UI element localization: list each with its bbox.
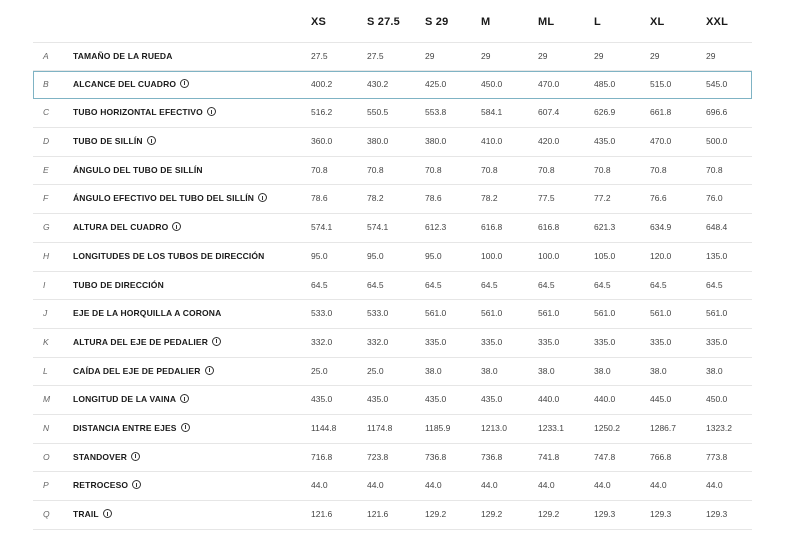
cell-value: 661.8 [650, 107, 672, 118]
cell-value: 29 [650, 51, 660, 61]
cell-value: 648.4 [706, 222, 728, 233]
cell-value: 27.5 [311, 51, 328, 61]
cell-value: 70.8 [425, 164, 442, 175]
cell-value: 574.1 [367, 222, 389, 233]
row-label-text: CAÍDA DEL EJE DE PEDALIER [73, 365, 201, 376]
row-label-text: ALTURA DEL EJE DE PEDALIER [73, 336, 209, 347]
cell-value: 561.0 [650, 308, 672, 319]
cell-value: 470.0 [650, 136, 672, 147]
cell-value: 76.0 [706, 193, 723, 204]
cell-value: 561.0 [425, 308, 447, 319]
cell-value: 64.5 [706, 279, 723, 290]
cell-value: 561.0 [481, 308, 503, 319]
cell-value: 64.5 [481, 279, 498, 290]
row-label-text: TUBO HORIZONTAL EFECTIVO [73, 107, 203, 118]
cell-value: 450.0 [706, 394, 728, 405]
cell-value: 129.3 [706, 509, 728, 519]
cell-value: 135.0 [706, 250, 728, 261]
info-icon[interactable] [207, 107, 216, 116]
cell-value: 335.0 [425, 336, 447, 347]
row-letter: E [43, 164, 49, 175]
cell-value: 533.0 [367, 308, 389, 319]
cell-value: 332.0 [311, 336, 333, 347]
row-letter: L [43, 365, 48, 376]
info-icon[interactable] [147, 136, 156, 145]
table-row[interactable] [33, 42, 752, 71]
cell-value: 29 [481, 51, 491, 61]
cell-value: 723.8 [367, 451, 389, 462]
cell-value: 440.0 [538, 394, 560, 405]
cell-value: 29 [538, 51, 548, 61]
cell-value: 696.6 [706, 107, 728, 118]
table-row[interactable] [33, 501, 752, 530]
cell-value: 335.0 [538, 336, 560, 347]
cell-value: 335.0 [650, 336, 672, 347]
row-letter: G [43, 222, 50, 233]
cell-value: 430.2 [367, 78, 389, 89]
cell-value: 70.8 [311, 164, 328, 175]
size-header-s-29: S 29 [425, 16, 449, 28]
size-header-l: L [594, 16, 601, 28]
cell-value: 44.0 [481, 480, 498, 491]
cell-value: 121.6 [311, 509, 333, 519]
cell-value: 773.8 [706, 451, 728, 462]
cell-value: 445.0 [650, 394, 672, 405]
row-label [73, 329, 221, 356]
cell-value: 410.0 [481, 136, 503, 147]
cell-value: 616.8 [538, 222, 560, 233]
cell-value: 335.0 [706, 336, 728, 347]
table-row[interactable] [33, 128, 752, 157]
row-label-text: TUBO DE DIRECCIÓN [73, 279, 164, 290]
row-label [73, 472, 141, 499]
row-letter: Q [43, 509, 50, 519]
cell-value: 736.8 [425, 451, 447, 462]
cell-value: 425.0 [425, 78, 447, 89]
info-icon[interactable] [180, 394, 189, 403]
size-header-m: M [481, 16, 491, 28]
row-letter: N [43, 422, 50, 433]
cell-value: 1250.2 [594, 422, 620, 433]
row-label-text: LONGITUD DE LA VAINA [73, 394, 177, 405]
row-letter: I [43, 279, 46, 290]
cell-value: 129.2 [425, 509, 447, 519]
cell-value: 77.5 [538, 193, 555, 204]
size-header-s-27-5: S 27.5 [367, 16, 401, 28]
cell-value: 105.0 [594, 250, 616, 261]
row-letter: O [43, 451, 50, 462]
cell-value: 533.0 [311, 308, 333, 319]
cell-value: 70.8 [706, 164, 723, 175]
cell-value: 70.8 [594, 164, 611, 175]
table-row[interactable] [33, 214, 752, 243]
row-label [73, 272, 164, 299]
cell-value: 25.0 [367, 365, 384, 376]
row-label-text: LONGITUDES DE LOS TUBOS DE DIRECCIÓN [73, 250, 265, 261]
cell-value: 44.0 [367, 480, 384, 491]
size-header-xl: XL [650, 16, 665, 28]
row-label-text: TAMAÑO DE LA RUEDA [73, 51, 173, 61]
cell-value: 1185.9 [425, 422, 451, 433]
cell-value: 335.0 [481, 336, 503, 347]
cell-value: 420.0 [538, 136, 560, 147]
cell-value: 335.0 [594, 336, 616, 347]
cell-value: 44.0 [538, 480, 555, 491]
row-label-text: TUBO DE SILLÍN [73, 136, 143, 147]
table-row[interactable] [33, 358, 752, 387]
cell-value: 129.2 [538, 509, 560, 519]
info-icon[interactable] [212, 337, 221, 346]
cell-value: 470.0 [538, 78, 560, 89]
cell-value: 1286.7 [650, 422, 676, 433]
table-row[interactable] [33, 272, 752, 301]
cell-value: 553.8 [425, 107, 447, 118]
cell-value: 64.5 [311, 279, 328, 290]
row-label-text: ALTURA DEL CUADRO [73, 222, 169, 233]
row-label [73, 501, 112, 528]
row-label [73, 71, 189, 98]
row-label [73, 386, 189, 413]
cell-value: 380.0 [367, 136, 389, 147]
info-icon[interactable] [172, 222, 181, 231]
cell-value: 612.3 [425, 222, 447, 233]
table-row[interactable] [33, 300, 752, 329]
table-row[interactable] [33, 329, 752, 358]
info-icon[interactable] [205, 366, 214, 375]
cell-value: 716.8 [311, 451, 333, 462]
cell-value: 616.8 [481, 222, 503, 233]
cell-value: 380.0 [425, 136, 447, 147]
info-icon[interactable] [258, 193, 267, 202]
table-row[interactable] [33, 243, 752, 272]
size-header-xxl: XXL [706, 16, 728, 28]
cell-value: 500.0 [706, 136, 728, 147]
cell-value: 574.1 [311, 222, 333, 233]
cell-value: 550.5 [367, 107, 389, 118]
cell-value: 747.8 [594, 451, 616, 462]
table-row[interactable] [33, 386, 752, 415]
cell-value: 95.0 [425, 250, 442, 261]
cell-value: 129.2 [481, 509, 503, 519]
info-icon[interactable] [132, 480, 141, 489]
cell-value: 360.0 [311, 136, 333, 147]
row-letter: C [43, 107, 50, 118]
cell-value: 64.5 [538, 279, 555, 290]
cell-value: 38.0 [650, 365, 667, 376]
row-label [73, 300, 221, 327]
row-label [73, 157, 203, 184]
cell-value: 485.0 [594, 78, 616, 89]
geometry-table [33, 0, 752, 530]
cell-value: 545.0 [706, 78, 728, 89]
cell-value: 29 [594, 51, 604, 61]
cell-value: 435.0 [311, 394, 333, 405]
cell-value: 44.0 [594, 480, 611, 491]
cell-value: 95.0 [367, 250, 384, 261]
row-label [73, 214, 181, 241]
row-letter: P [43, 480, 49, 491]
cell-value: 78.2 [367, 193, 384, 204]
table-header-row [33, 0, 752, 42]
info-icon[interactable] [103, 509, 112, 518]
row-label [73, 43, 173, 70]
table-row[interactable] [33, 157, 752, 186]
cell-value: 64.5 [425, 279, 442, 290]
info-icon[interactable] [180, 79, 189, 88]
cell-value: 1233.1 [538, 422, 564, 433]
cell-value: 129.3 [650, 509, 672, 519]
row-label-text: STANDOVER [73, 451, 128, 462]
cell-value: 621.3 [594, 222, 616, 233]
cell-value: 100.0 [538, 250, 560, 261]
row-letter: B [43, 78, 49, 89]
cell-value: 25.0 [311, 365, 328, 376]
cell-value: 44.0 [706, 480, 723, 491]
cell-value: 44.0 [650, 480, 667, 491]
cell-value: 70.8 [481, 164, 498, 175]
cell-value: 78.6 [425, 193, 442, 204]
row-label [73, 444, 140, 471]
row-label-text: ÁNGULO EFECTIVO DEL TUBO DEL SILLÍN [73, 193, 255, 204]
row-letter: M [43, 394, 51, 405]
table-row[interactable] [33, 472, 752, 501]
table-row[interactable] [33, 415, 752, 444]
cell-value: 515.0 [650, 78, 672, 89]
cell-value: 121.6 [367, 509, 389, 519]
cell-value: 450.0 [481, 78, 503, 89]
cell-value: 435.0 [367, 394, 389, 405]
row-letter: D [43, 136, 50, 147]
row-label [73, 415, 190, 442]
cell-value: 38.0 [538, 365, 555, 376]
cell-value: 95.0 [311, 250, 328, 261]
row-letter: A [43, 51, 49, 61]
size-header-xs: XS [311, 16, 327, 28]
row-letter: F [43, 193, 49, 204]
row-label-text: ALCANCE DEL CUADRO [73, 78, 177, 89]
row-label [73, 243, 264, 270]
cell-value: 1213.0 [481, 422, 507, 433]
cell-value: 766.8 [650, 451, 672, 462]
cell-value: 516.2 [311, 107, 333, 118]
cell-value: 435.0 [425, 394, 447, 405]
row-letter: K [43, 336, 49, 347]
row-label-text: TRAIL [73, 509, 99, 519]
cell-value: 38.0 [481, 365, 498, 376]
table-row[interactable] [33, 444, 752, 473]
row-label-text: EJE DE LA HORQUILLA A CORONA [73, 308, 222, 319]
cell-value: 1144.8 [311, 422, 337, 433]
cell-value: 129.3 [594, 509, 616, 519]
cell-value: 27.5 [367, 51, 384, 61]
cell-value: 44.0 [425, 480, 442, 491]
cell-value: 29 [425, 51, 435, 61]
row-label [73, 99, 216, 126]
row-label-text: ÁNGULO DEL TUBO DE SILLÍN [73, 164, 203, 175]
size-header-ml: ML [538, 16, 555, 28]
table-body [33, 42, 752, 530]
row-label [73, 185, 267, 212]
info-icon[interactable] [131, 452, 140, 461]
cell-value: 561.0 [538, 308, 560, 319]
row-letter: J [43, 308, 48, 319]
cell-value: 78.6 [311, 193, 328, 204]
cell-value: 77.2 [594, 193, 611, 204]
cell-value: 64.5 [367, 279, 384, 290]
cell-value: 435.0 [481, 394, 503, 405]
cell-value: 634.9 [650, 222, 672, 233]
cell-value: 70.8 [538, 164, 555, 175]
cell-value: 38.0 [425, 365, 442, 376]
cell-value: 38.0 [706, 365, 723, 376]
cell-value: 435.0 [594, 136, 616, 147]
cell-value: 584.1 [481, 107, 503, 118]
cell-value: 64.5 [650, 279, 667, 290]
row-label [73, 128, 156, 155]
cell-value: 120.0 [650, 250, 672, 261]
table-row[interactable] [33, 99, 752, 128]
table-row[interactable] [33, 71, 752, 100]
cell-value: 607.4 [538, 107, 560, 118]
cell-value: 78.2 [481, 193, 498, 204]
cell-value: 29 [706, 51, 716, 61]
cell-value: 332.0 [367, 336, 389, 347]
cell-value: 76.6 [650, 193, 667, 204]
cell-value: 440.0 [594, 394, 616, 405]
cell-value: 70.8 [367, 164, 384, 175]
cell-value: 741.8 [538, 451, 560, 462]
row-label-text: DISTANCIA ENTRE EJES [73, 422, 177, 433]
table-row[interactable] [33, 185, 752, 214]
cell-value: 400.2 [311, 78, 333, 89]
info-icon[interactable] [181, 423, 190, 432]
cell-value: 561.0 [594, 308, 616, 319]
cell-value: 736.8 [481, 451, 503, 462]
row-letter: H [43, 250, 50, 261]
cell-value: 100.0 [481, 250, 503, 261]
row-label [73, 358, 214, 385]
cell-value: 44.0 [311, 480, 328, 491]
cell-value: 64.5 [594, 279, 611, 290]
cell-value: 1174.8 [367, 422, 393, 433]
cell-value: 70.8 [650, 164, 667, 175]
row-label-text: RETROCESO [73, 480, 129, 491]
cell-value: 626.9 [594, 107, 616, 118]
cell-value: 38.0 [594, 365, 611, 376]
cell-value: 1323.2 [706, 422, 732, 433]
cell-value: 561.0 [706, 308, 728, 319]
